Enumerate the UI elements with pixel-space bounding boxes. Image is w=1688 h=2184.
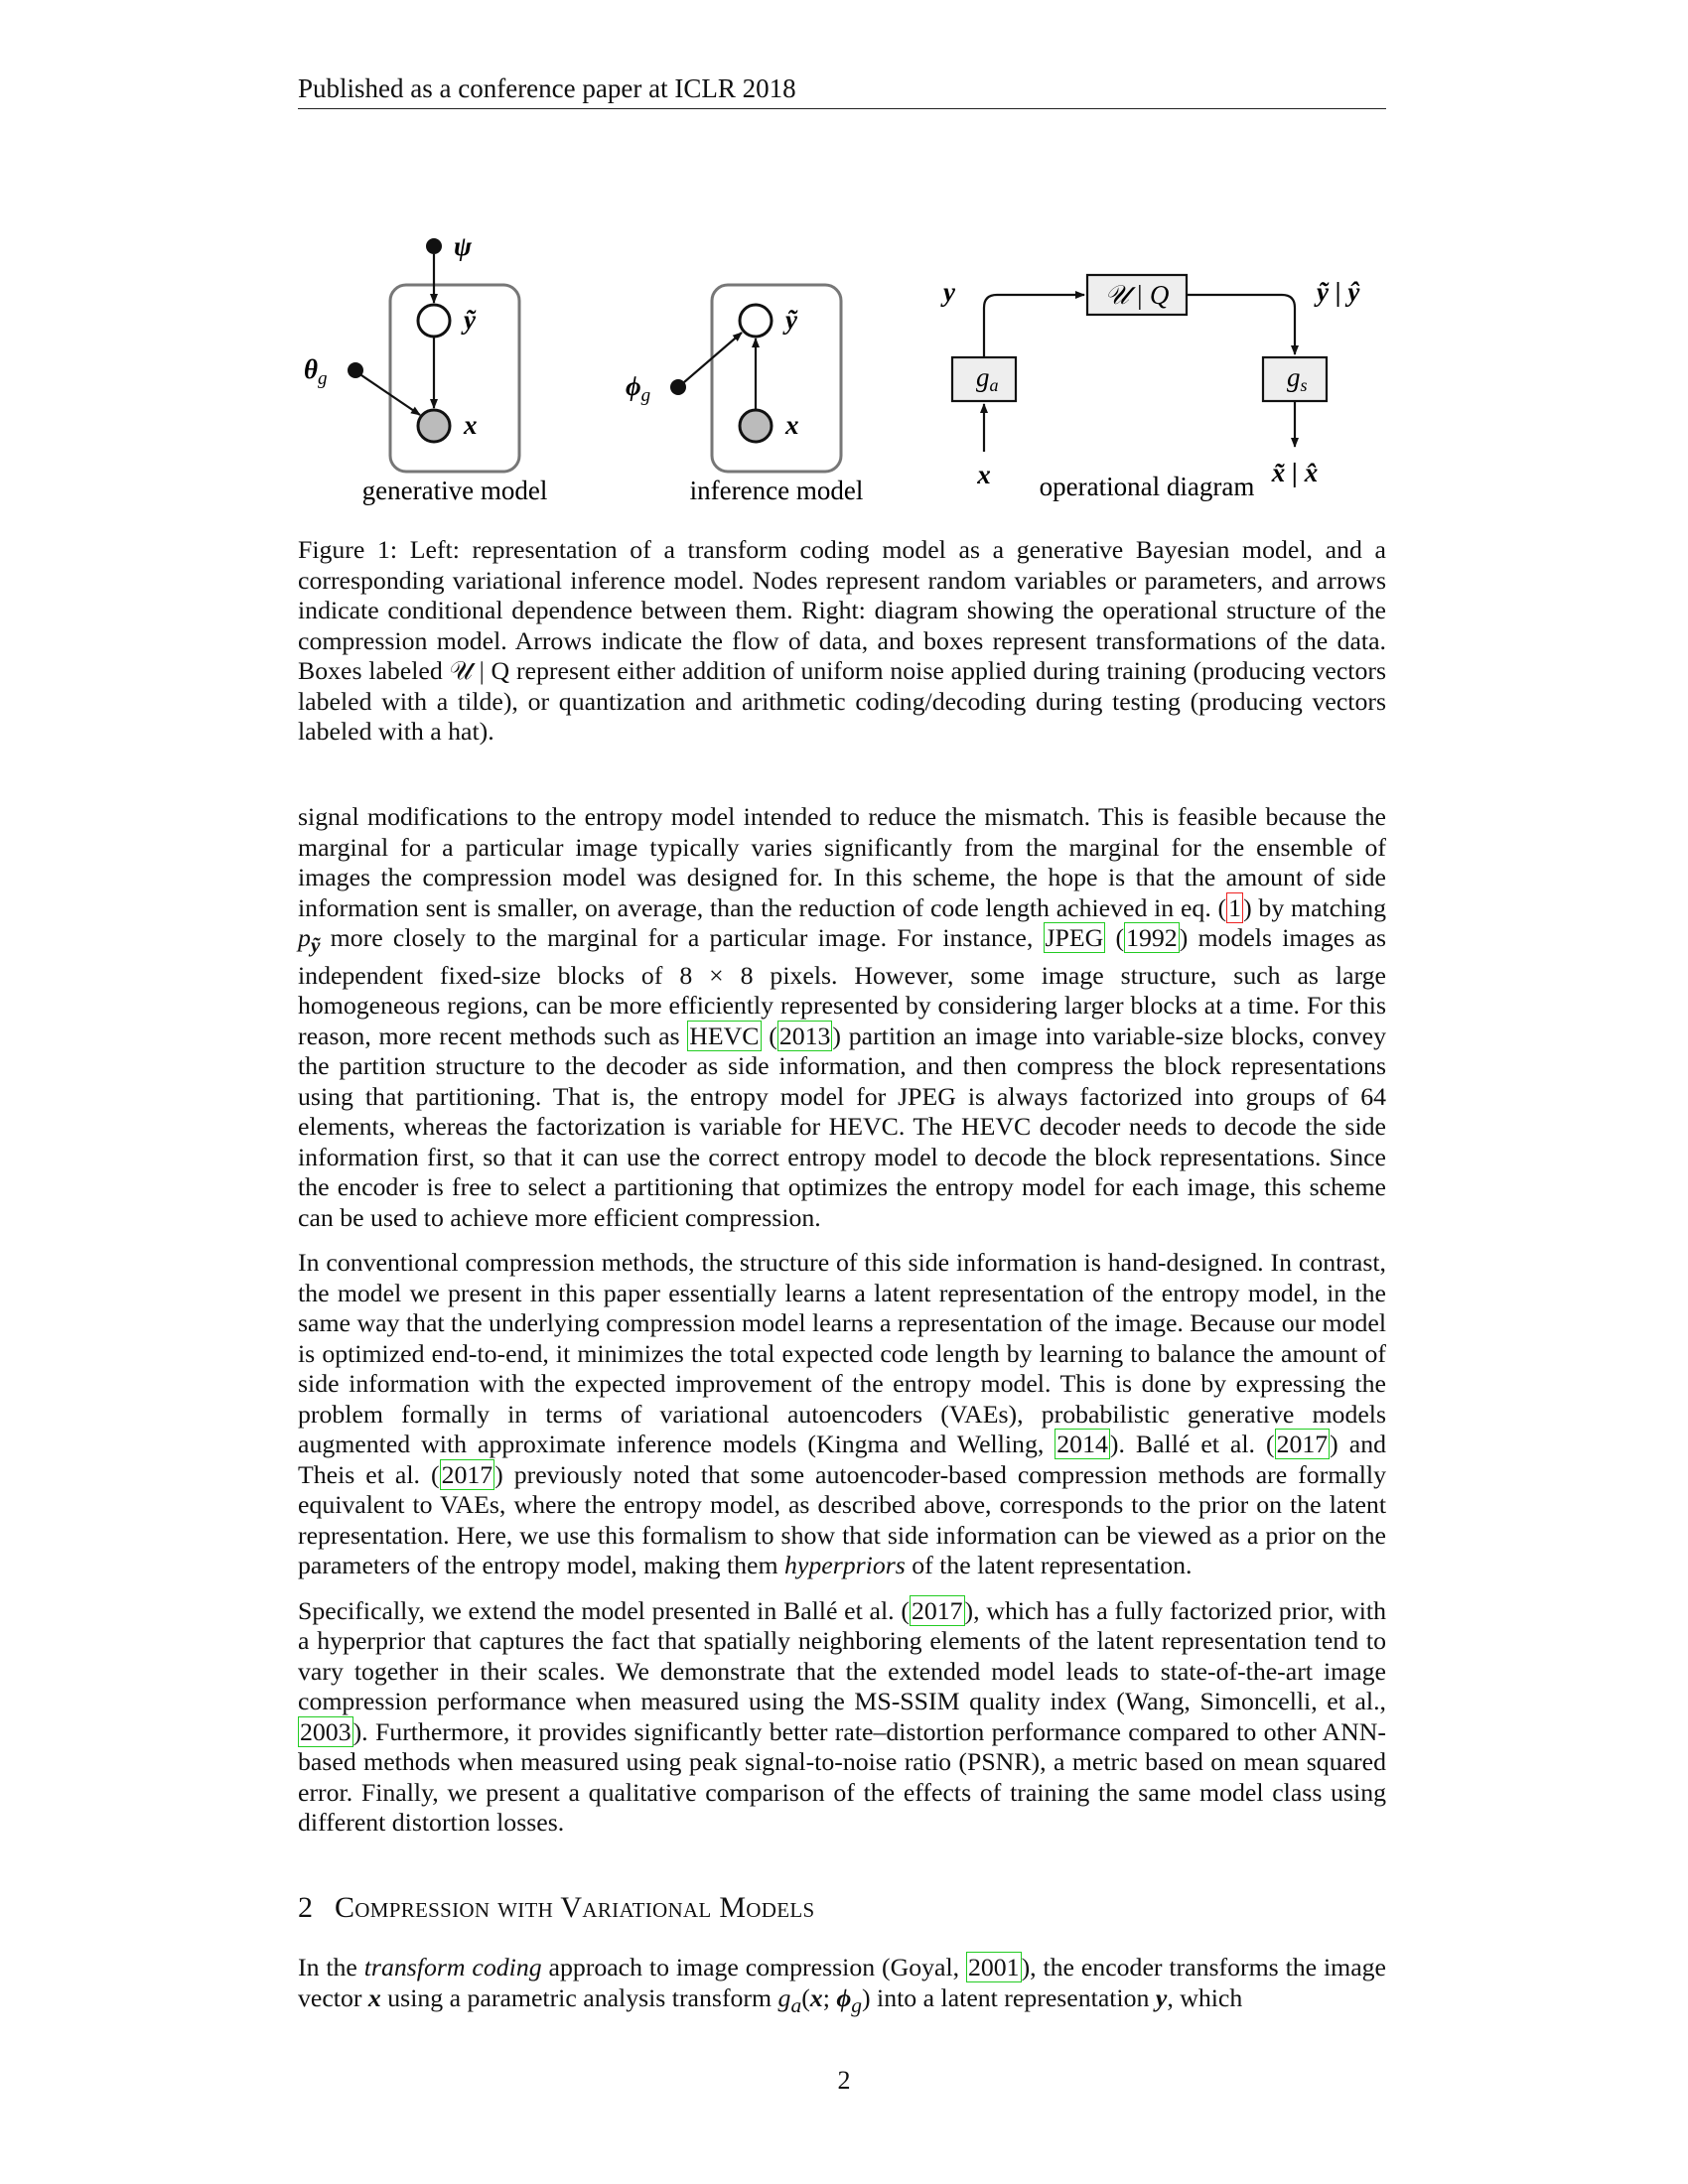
figure-1 [298,223,1390,521]
ga-label: ga [976,362,999,395]
page-number: 2 [837,2066,851,2095]
phi-label: $\phi_g$ [626,371,651,406]
y-tilde-node-inf [740,305,772,337]
paragraph-2: In conventional compression methods, the structure of this side information is hand-designed. In contrast, the model we present in this paper essentially learns a latent representation of the entropy model, in the same way that the underlying compression model learns a representation of the image. Because our model is optimized end-to-end, it minimizes the total expected code length by learning to balance the amount of side information with the expected improvement of the entropy model. This is done by expressing the problem formally in terms of variational autoencoders (VAEs), probabilistic generative models augmented with approximate inference models (Kingma and Welling, 2014). Ballé et al. (2017) and Theis et al. (2017) previously noted that some autoencoder-based compression methods are formally equivalent to VAEs, where the entropy model, as described above, corresponds to the prior on the latent representation. Here, we use this formalism to show that side information can be viewed as a prior on the parameters of the entropy model, making them hyperpriors of the latent representation. [298,1248,1387,1580]
citation-theis[interactable]: 2017 [441,1459,493,1489]
paragraph-3: Specifically, we extend the model presented in Ballé et al. (2017), which has a fully factorized prior, with a hyperprior that captures the fact that spatially neighboring elements of the latent representation tend to vary together in their scales. We demonstrate that the extended model leads to state-of-the-art image compression performance when measured using the MS-SSIM quality index (Wang, Simoncelli, et al., 2003). Furthermore, it provides significantly better rate–distortion performance compared to other ANN-based methods when measured using peak signal-to-noise ratio (PSNR), a metric based on mean squared error. Finally, we present a qualitative comparison of the effects of training the same model class using different distortion losses. [298,1595,1386,1838]
figure-caption: Figure 1: Left: representation of a transform coding model as a generative Bayesian model, and a corresponding variational inference model. Nodes represent random variables or parameters, and arrows indicate conditional dependence between them. Right: diagram showing the operational structure of the compression model. Arrows indicate the flow of data, and boxes represent transformations of the data. Boxes labeled 𝒰 | Q represent either addition of uniform noise applied during training (producing vectors labeled with a tilde), or quantization and arithmetic coding/decoding during testing (producing vectors labeled with a hat). [298,535,1386,746]
citation-jpeg[interactable]: JPEG [1045,923,1104,952]
x-label-inf: x [785,410,799,440]
y-input-label: y [943,277,955,307]
x-observed-node-inf [740,410,772,442]
citation-hevc-year[interactable]: 2013 [778,1021,831,1050]
uq-label: 𝒰 | Q [1104,280,1170,310]
psi-node [426,238,442,254]
y-tilde-label: ỹ [464,305,476,335]
y-tilde-label-inf: ỹ [785,305,797,335]
citation-kingma-welling[interactable]: 2014 [1056,1430,1108,1459]
section-heading: 2 Compression with Variational Models [298,1891,815,1924]
generative-plate [390,285,519,472]
citation-hevc[interactable]: HEVC [689,1021,760,1050]
y-output-label: ỹ | ŷ [1317,277,1360,307]
x-input-label: x [977,460,991,489]
psi-label: ψ [454,231,473,261]
gs-label: gs [1287,362,1308,395]
operational-diagram [940,275,1360,501]
inference-model-label: inference model [689,476,864,505]
generative-model-diagram [304,231,547,505]
y-tilde-node [418,305,450,337]
paragraph-4: In the transform coding approach to image compression (Goyal, 2001), the encoder transforms the image vector x using a parametric analysis transform $g_a(x$; $\phi_g$) into a latent representation y, which [298,1953,1386,2017]
x-output-label: x̃ | x̂ [1271,458,1319,487]
paragraph-1: signal modifications to the entropy model intended to reduce the mismatch. This is feasible because the marginal for a particular image typically varies significantly from the marginal for the ensemble of images the compression model was designed for. In this scheme, the hope is that the amount of side information sent is smaller, on average, than the reduction of code length achieved in eq. (1) by matching $p_ỹ$ more closely to the marginal for a particular image. For instance, JPEG (1992) models images as independent fixed-size blocks of 8 × 8 pixels. However, some image structure, such as large homogeneous regions, can be more efficiently represented by considering larger blocks at a time. For this reason, more recent methods such as HEVC (2013) partition an image into variable-size blocks, convey the partition structure to the decoder as side information, and then compress the block representations using that partitioning. That is, the entropy model for JPEG is always factorized into groups of 64 elements, whereas the factorization is variable for HEVC. The HEVC decoder needs to decode the side information first, so that it can use the correct entropy model to decode the block representations. Since the encoder is free to select a partitioning that optimizes the entropy model for each image, this scheme can be used to achieve more efficient compression. [298,802,1387,1232]
citation-balle[interactable]: 2017 [1276,1430,1329,1459]
x-observed-node [418,410,450,442]
theta-label: $\theta_g$ [304,354,328,389]
operational-diagram-label: operational diagram [1039,472,1255,501]
inference-plate [712,285,841,472]
body-text [298,802,1386,1853]
citation-balle-2[interactable]: 2017 [911,1595,963,1625]
inference-model-diagram [626,285,863,505]
citation-jpeg-year[interactable]: 1992 [1126,923,1178,952]
citation-goyal[interactable]: 2001 [967,1953,1020,1981]
equation-ref-link[interactable]: 1 [1228,892,1242,922]
generative-model-label: generative model [361,476,548,505]
x-label: x [464,410,478,440]
running-header: Published as a conference paper at ICLR 2018 [298,71,1386,109]
citation-wang[interactable]: 2003 [300,1716,352,1746]
